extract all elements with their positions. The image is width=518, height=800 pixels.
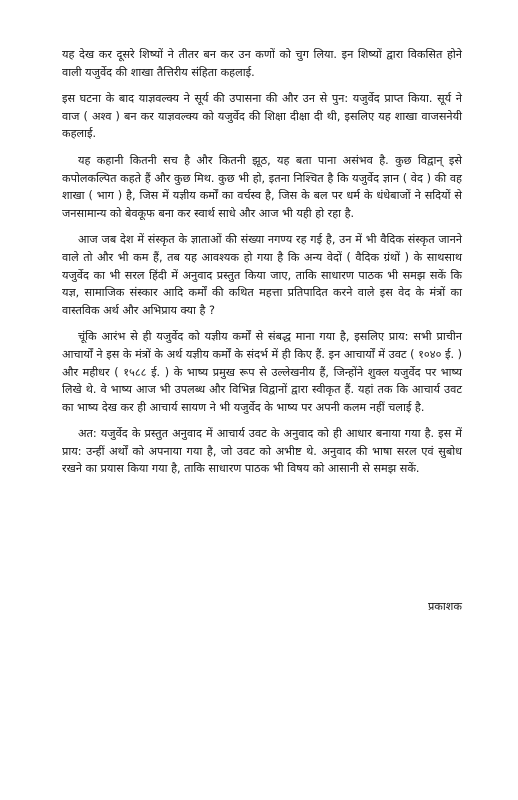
paragraph-5: चूंकि आरंभ से ही यजुर्वेद को यज्ञीय कर्मों से संबद्ध माना गया है, इसलिए प्राय: सभी प्राचीन आचार्यों ने इस के मंत्रों के अर्थ यज्ञीय कर्मों के संदर्भ में ही किए हैं. इन आचार्यों में उवट ( १०४० ई. ) और महीधर ( १५८८ ई. ) के भाष्य प्रमुख रूप से उल्लेखनीय हैं, जिन्होंने शुक्ल यजुर्वेद पर भाष्य लिखे थे. वे भाष्य आज भी उपलब्ध और विभिन्न विद्वानों द्वारा स्वीकृत हैं. यहां तक कि आचार्य उवट का भाष्य देख कर ही आचार्य सायण ने भी यजुर्वेद के भाष्य पर अपनी कलम नहीं चलाई है.	[62, 330, 462, 414]
paragraph-1: यह देख कर दूसरे शिष्यों ने तीतर बन कर उन कणों को चुग लिया. इन शिष्यों द्वारा विकसित होने वाली यजुर्वेद की शाखा तैत्तिरीय संहिता कहलाई.	[62, 48, 462, 79]
paragraph-2: इस घटना के बाद याज्ञवल्क्य ने सूर्य की उपासना की और उन से पुन: यजुर्वेद प्राप्त किया. सूर्य ने वाज ( अश्व ) बन कर याज्ञवल्क्य को यजुर्वेद की शिक्षा दीक्षा दी थी, इसलिए यह शाखा वाजसनेयी कहलाई.	[62, 92, 462, 141]
paragraph-3: यह कहानी कितनी सच है और कितनी झूठ, यह बता पाना असंभव है. कुछ विद्वान् इसे कपोलकल्पित कहते हैं और कुछ मिथ. कुछ भी हो, इतना निश्चित है कि यजुर्वेद ज्ञान ( वेद ) की वह शाखा ( भाग ) है, जिस में यज्ञीय कर्मों का वर्चस्व है, जिस के बल पर धर्म के धंधेबाजों ने सदियों से जनसामान्य को बेवकूफ बना कर स्वार्थ साधे और आज भी यही हो रहा है.	[62, 153, 462, 220]
document-body	[62, 46, 462, 487]
paragraph-6: अत: यजुर्वेद के प्रस्तुत अनुवाद में आचार्य उवट के अनुवाद को ही आधार बनाया गया है. इस में प्राय: उन्हीं अर्थों को अपनाया गया है, जो उवट को अभीष्ट थे. अनुवाद की भाषा सरल एवं सुबोध रखने का प्रयास किया गया है, ताकि साधारण पाठक भी विषय को आसानी से समझ सकें.	[62, 427, 462, 476]
publisher-signature: प्रकाशक	[427, 600, 462, 613]
paragraph-4: आज जब देश में संस्कृत के ज्ञाताओं की संख्या नगण्य रह गई है, उन में भी वैदिक संस्कृत जानने वाले तो और भी कम हैं, तब यह आवश्यक हो गया है कि अन्य वेदों ( वैदिक ग्रंथों ) के साथसाथ यजुर्वेद का भी सरल हिंदी में अनुवाद प्रस्तुत किया जाए, ताकि साधारण पाठक भी समझ सकें कि यज्ञ, सामाजिक संस्कार आदि कर्मों की कथित महत्ता प्रतिपादित करने वाले इस वेद के मंत्रों का वास्तविक अर्थ और अभिप्राय क्या है ?	[62, 233, 462, 317]
